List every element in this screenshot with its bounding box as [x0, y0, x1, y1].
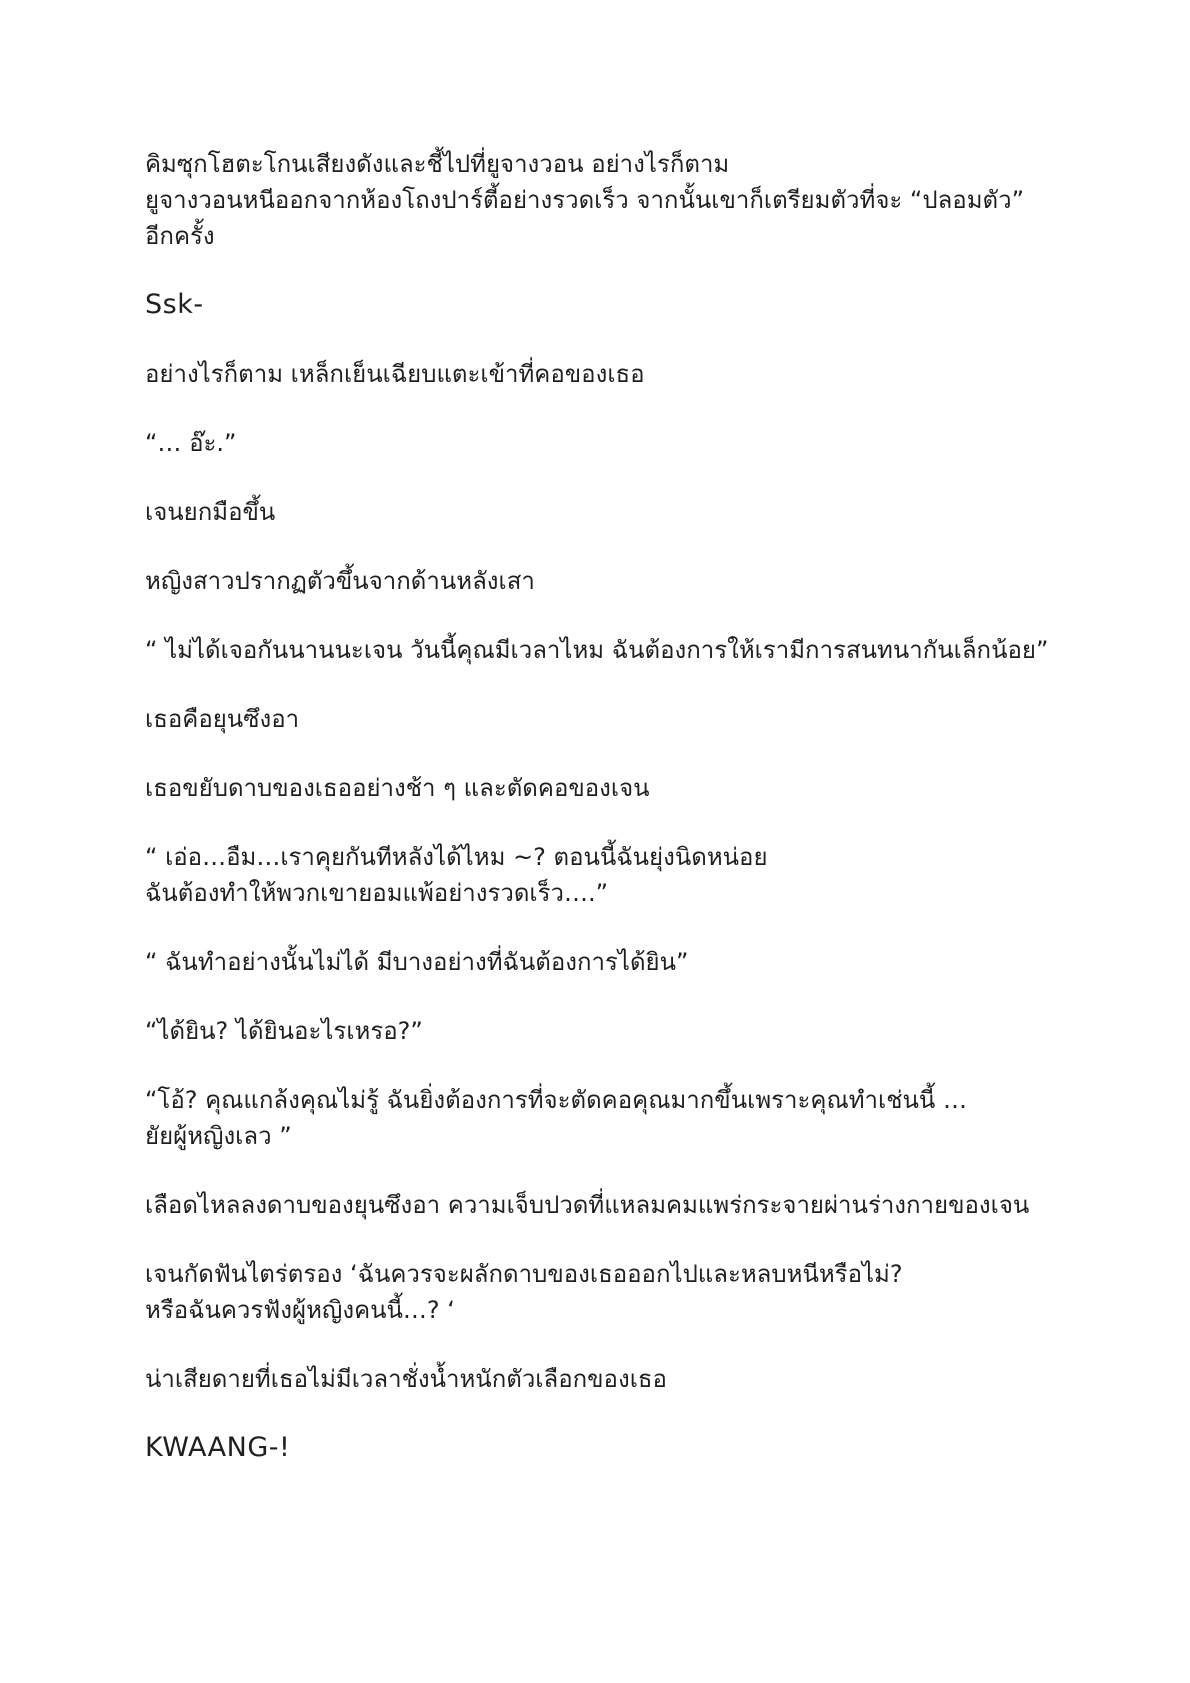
paragraph	[145, 1361, 1045, 1397]
paragraph	[145, 494, 1045, 530]
text-line: “ ฉันทำอย่างนั้นไม่ได้ มีบางอย่างที่ฉันต้องการได้ยิน”	[145, 948, 689, 976]
text-line: เลือดไหลลงดาบของยุนซึงอา ความเจ็บปวดที่แหลมคมแพร่กระจายผ่านร่างกายของเจน	[145, 1191, 1030, 1219]
text-line: “โอ้? คุณแกล้งคุณไม่รู้ ฉันยิ่งต้องการที่จะตัดคอคุณมากขึ้นเพราะคุณทำเช่นนี้ …	[145, 1086, 967, 1114]
sound-effect	[145, 1430, 1045, 1466]
text-line: “… อ๊ะ.”	[145, 429, 237, 457]
text-line: คิมซุกโฮตะโกนเสียงดังและชี้ไปที่ยูจางวอน อย่างไรก็ตาม	[145, 150, 730, 178]
paragraph	[145, 356, 1045, 392]
text-line: อย่างไรก็ตาม เหล็กเย็นเฉียบแตะเข้าที่คอของเธอ	[145, 360, 645, 388]
text-line: ยัยผู้หญิงเลว ”	[145, 1122, 292, 1150]
paragraph	[145, 563, 1045, 599]
dialogue	[145, 944, 1045, 980]
text-line: เธอคือยุนซึงอา	[145, 705, 300, 733]
text-line: “ได้ยิน? ได้ยินอะไรเหรอ?”	[145, 1017, 423, 1045]
paragraph	[145, 1256, 1045, 1328]
text-line: ยูจางวอนหนีออกจากห้องโถงปาร์ตี้อย่างรวดเร็ว จากนั้นเขาก็เตรียมตัวที่จะ “ปลอมตัว”	[145, 186, 1025, 214]
dialogue	[145, 1082, 1045, 1154]
text-line: น่าเสียดายที่เธอไม่มีเวลาชั่งน้ำหนักตัวเลือกของเธอ	[145, 1365, 667, 1393]
text-line: หญิงสาวปรากฏตัวขึ้นจากด้านหลังเสา	[145, 567, 535, 595]
sound-effect	[145, 287, 1045, 323]
text-line: “ ไม่ได้เจอกันนานนะเจน วันนี้คุณมีเวลาไหม ฉันต้องการให้เรามีการสนทนากันเล็กน้อย”	[145, 636, 1049, 664]
dialogue	[145, 1013, 1045, 1049]
paragraph	[145, 701, 1045, 737]
text-line: Ssk-	[145, 289, 204, 320]
text-line: เธอขยับดาบของเธออย่างช้า ๆ และตัดคอของเจน	[145, 774, 650, 802]
text-line: ฉันต้องทำให้พวกเขายอมแพ้อย่างรวดเร็ว….”	[145, 879, 609, 907]
text-line: “ เอ่อ…อืม…เราคุยกันทีหลังได้ไหม ~? ตอนนี้ฉันยุ่งนิดหน่อย	[145, 843, 768, 871]
text-line: หรือฉันควรฟังผู้หญิงคนนี้…? ‘	[145, 1296, 455, 1324]
text-line: KWAANG-!	[145, 1432, 291, 1463]
paragraph	[145, 770, 1045, 806]
dialogue	[145, 839, 1045, 911]
text-line: เจนกัดฟันไตร่ตรอง ‘ฉันควรจะผลักดาบของเธอออกไปและหลบหนีหรือไม่?	[145, 1260, 903, 1288]
document-body	[145, 146, 1049, 1499]
paragraph	[145, 1187, 1045, 1223]
paragraph	[145, 146, 1045, 254]
dialogue	[145, 632, 1049, 668]
text-line: เจนยกมือขึ้น	[145, 498, 276, 526]
text-line: อีกครั้ง	[145, 222, 215, 250]
dialogue	[145, 425, 1045, 461]
